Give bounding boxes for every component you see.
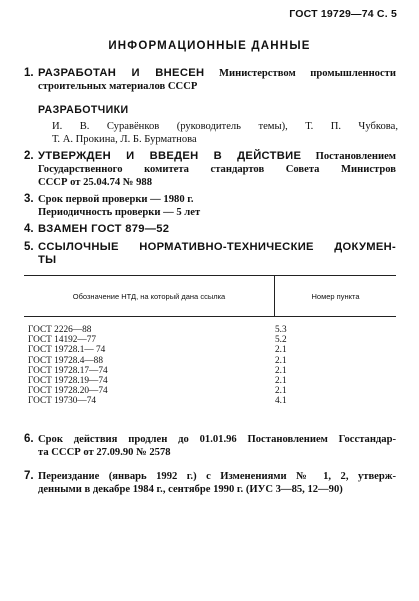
section-4 bbox=[24, 223, 396, 236]
page-header: ГОСТ 19729—74 С. 5 bbox=[289, 8, 397, 20]
section-number: 7. bbox=[24, 470, 34, 482]
section-heading: ССЫЛОЧНЫЕ НОРМАТИВНО-ТЕХНИЧЕСКИЕ ДОКУМЕН- bbox=[38, 241, 396, 253]
section-text: Периодичность проверки — 5 лет bbox=[38, 207, 201, 218]
section-text: Государственного комитета стандартов Совета Министров bbox=[38, 164, 396, 175]
reference-table bbox=[24, 275, 396, 407]
section-1 bbox=[24, 67, 396, 93]
section-number: 5. bbox=[24, 241, 34, 253]
section-text: Срок первой проверки — 1980 г. bbox=[38, 194, 194, 205]
table-row: ГОСТ 19730—74 4.1 bbox=[28, 396, 287, 407]
developers-heading: РАЗРАБОТЧИКИ bbox=[38, 104, 129, 116]
section-6 bbox=[24, 433, 396, 459]
section-number: 4. bbox=[24, 223, 34, 235]
section-text: СССР от 25.04.74 № 988 bbox=[38, 177, 152, 188]
section-7 bbox=[24, 470, 396, 496]
section-2 bbox=[24, 150, 396, 189]
section-number: 1. bbox=[24, 67, 34, 79]
section-number: 6. bbox=[24, 433, 34, 445]
section-number: 2. bbox=[24, 150, 34, 162]
section-text: та СССР от 27.09.90 № 2578 bbox=[38, 447, 171, 458]
table-body bbox=[24, 317, 396, 407]
section-text: Министерством промышленности bbox=[218, 68, 396, 79]
section-number: 3. bbox=[24, 193, 34, 205]
section-heading: УТВЕРЖДЕН И ВВЕДЕН В ДЕЙСТВИЕ bbox=[38, 150, 302, 162]
developers-list: И. В. Суравёнков (руководитель темы), Т. П. Чубкова, Т. А. Прокина, Л. Б. Бурматнова bbox=[52, 121, 398, 145]
table-row: ГОСТ 19728.4—88 2.1 bbox=[28, 355, 287, 366]
section-heading: ТЫ bbox=[38, 254, 57, 266]
table-row: ГОСТ 14192—77 5.2 bbox=[28, 335, 287, 346]
table-header bbox=[24, 275, 396, 317]
table-row: ГОСТ 2226—88 5.3 bbox=[28, 325, 287, 335]
column-header-point: Номер пункта bbox=[311, 291, 360, 301]
table-row: ГОСТ 19728.17—74 2.1 bbox=[28, 365, 287, 376]
section-text: денными в декабре 1984 г., сентябре 1990 г. (ИУС 3—85, 12—90) bbox=[38, 484, 343, 495]
table-row: ГОСТ 19728.20—74 2.1 bbox=[28, 386, 287, 397]
column-header-document: Обозначение НТД, на который дана ссылка bbox=[24, 276, 275, 316]
table-row: ГОСТ 19728.19—74 2.1 bbox=[28, 375, 287, 386]
section-5 bbox=[24, 241, 396, 267]
section-text: Срок действия продлен до 01.01.96 Постановлением Госстандар- bbox=[38, 434, 396, 445]
section-heading: ВЗАМЕН ГОСТ 879—52 bbox=[38, 223, 170, 235]
section-text: Переиздание (январь 1992 г.) с Изменениями № 1, 2, утверж- bbox=[38, 471, 396, 482]
document-title: ИНФОРМАЦИОННЫЕ ДАННЫЕ bbox=[108, 40, 311, 52]
section-3 bbox=[24, 193, 396, 219]
section-heading: РАЗРАБОТАН И ВНЕСЕН bbox=[38, 67, 205, 79]
section-text: строительных материалов СССР bbox=[38, 81, 198, 92]
table-row: ГОСТ 19728.1— 74 2.1 bbox=[28, 345, 287, 356]
section-text: Постановлением bbox=[315, 151, 396, 162]
